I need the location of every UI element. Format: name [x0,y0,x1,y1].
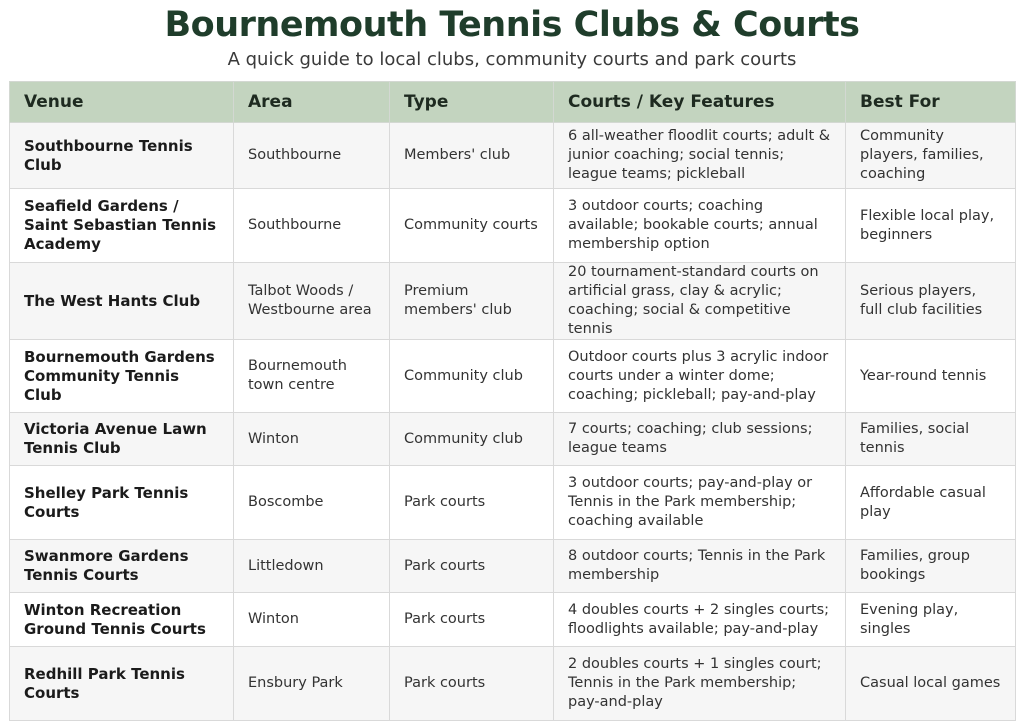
features-cell: 20 tournament-standard courts on artificial grass, clay & acrylic; coaching; social & competitive tennis [554,263,846,340]
area-cell: Littledown [234,540,390,593]
best-for-cell: Year-round tennis [846,340,1016,413]
best-for-cell: Flexible local play, beginners [846,189,1016,263]
clubs-table [9,81,1016,721]
type-cell: Park courts [390,466,554,540]
venue-cell: Seafield Gardens / Saint Sebastian Tennis Academy [10,189,234,263]
table-row [10,413,1016,466]
table-row [10,647,1016,721]
column-header-best-for: Best For [846,82,1016,123]
area-cell: Winton [234,413,390,466]
column-header-venue: Venue [10,82,234,123]
table-row [10,263,1016,340]
area-cell: Winton [234,593,390,647]
features-cell: 8 outdoor courts; Tennis in the Park membership [554,540,846,593]
table-row [10,189,1016,263]
table-row [10,340,1016,413]
table-row [10,593,1016,647]
venue-cell: Southbourne Tennis Club [10,123,234,189]
type-cell: Community club [390,340,554,413]
page-subtitle: A quick guide to local clubs, community courts and park courts [227,49,797,70]
type-cell: Community courts [390,189,554,263]
table-row [10,466,1016,540]
best-for-cell: Affordable casual play [846,466,1016,540]
best-for-cell: Evening play, singles [846,593,1016,647]
type-cell: Community club [390,413,554,466]
best-for-cell: Families, social tennis [846,413,1016,466]
type-cell: Park courts [390,540,554,593]
venue-cell: Swanmore Gardens Tennis Courts [10,540,234,593]
venue-cell: Bournemouth Gardens Community Tennis Club [10,340,234,413]
column-header-type: Type [390,82,554,123]
type-cell: Members' club [390,123,554,189]
best-for-cell: Families, group bookings [846,540,1016,593]
type-cell: Park courts [390,647,554,721]
features-cell: Outdoor courts plus 3 acrylic indoor courts under a winter dome; coaching; pickleball; pay-and-play [554,340,846,413]
area-cell: Ensbury Park [234,647,390,721]
area-cell: Southbourne [234,189,390,263]
venue-cell: Shelley Park Tennis Courts [10,466,234,540]
venue-cell: Victoria Avenue Lawn Tennis Club [10,413,234,466]
table-row [10,540,1016,593]
venue-cell: The West Hants Club [10,263,234,340]
column-header-area: Area [234,82,390,123]
features-cell: 6 all-weather floodlit courts; adult & junior coaching; social tennis; league teams; pickleball [554,123,846,189]
area-cell: Bournemouth town centre [234,340,390,413]
table-row [10,123,1016,189]
venue-cell: Redhill Park Tennis Courts [10,647,234,721]
best-for-cell: Casual local games [846,647,1016,721]
best-for-cell: Serious players, full club facilities [846,263,1016,340]
best-for-cell: Community players, families, coaching [846,123,1016,189]
area-cell: Talbot Woods / Westbourne area [234,263,390,340]
type-cell: Park courts [390,593,554,647]
clubs-table-container [9,81,1015,721]
features-cell: 2 doubles courts + 1 singles court; Tennis in the Park membership; pay-and-play [554,647,846,721]
features-cell: 4 doubles courts + 2 singles courts; floodlights available; pay-and-play [554,593,846,647]
type-cell: Premium members' club [390,263,554,340]
area-cell: Southbourne [234,123,390,189]
area-cell: Boscombe [234,466,390,540]
page-title: Bournemouth Tennis Clubs & Courts [164,5,860,45]
table-header-row [10,82,1016,123]
features-cell: 3 outdoor courts; pay-and-play or Tennis in the Park membership; coaching available [554,466,846,540]
column-header-features: Courts / Key Features [554,82,846,123]
features-cell: 7 courts; coaching; club sessions; league teams [554,413,846,466]
features-cell: 3 outdoor courts; coaching available; bookable courts; annual membership option [554,189,846,263]
venue-cell: Winton Recreation Ground Tennis Courts [10,593,234,647]
